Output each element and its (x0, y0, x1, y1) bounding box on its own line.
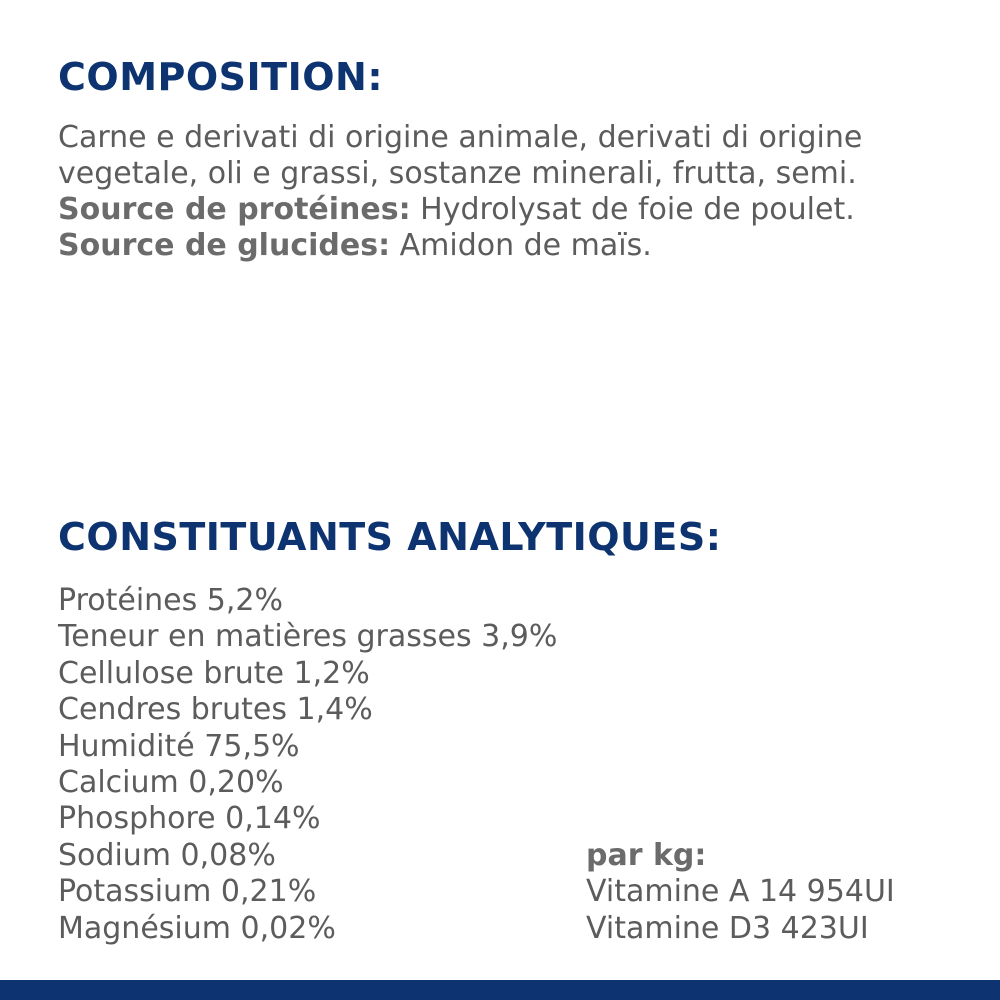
protein-source-label: Source de protéines: (58, 192, 411, 227)
composition-section (58, 120, 958, 264)
list-item: Magnésium 0,02% (58, 910, 336, 946)
carb-source-line (58, 228, 958, 264)
list-item: Phosphore 0,14% (58, 801, 321, 837)
analytic-constituents-heading: CONSTITUANTS ANALYTIQUES: (58, 515, 722, 559)
carb-source-value: Amidon de maïs. (390, 228, 652, 263)
list-item: Humidité 75,5% (58, 728, 300, 764)
list-item: Protéines 5,2% (58, 583, 283, 618)
list-item: Vitamine D3 423UI (586, 910, 869, 946)
list-item: Vitamine A 14 954UI (586, 874, 895, 910)
per-kg-title: par kg: (586, 838, 707, 873)
list-item: Sodium 0,08% (58, 837, 276, 873)
protein-source-value: Hydrolysat de foie de poulet. (410, 192, 855, 227)
list-item: Cendres brutes 1,4% (58, 692, 373, 728)
per-kg-section (586, 838, 895, 947)
composition-text: Carne e derivati di origine animale, derivati di origine vegetale, oli e grassi, sostanze minerali, frutta, semi. (58, 120, 863, 191)
protein-source-line (58, 192, 958, 228)
analytic-constituents-list (58, 583, 557, 947)
list-item: Teneur en matières grasses 3,9% (58, 619, 558, 655)
list-item: Cellulose brute 1,2% (58, 655, 370, 691)
composition-heading: COMPOSITION: (58, 55, 384, 99)
bottom-brand-bar (0, 980, 1000, 1000)
per-kg-list (586, 874, 895, 947)
list-item: Calcium 0,20% (58, 765, 284, 801)
carb-source-label: Source de glucides: (58, 228, 391, 263)
list-item: Potassium 0,21% (58, 874, 317, 910)
